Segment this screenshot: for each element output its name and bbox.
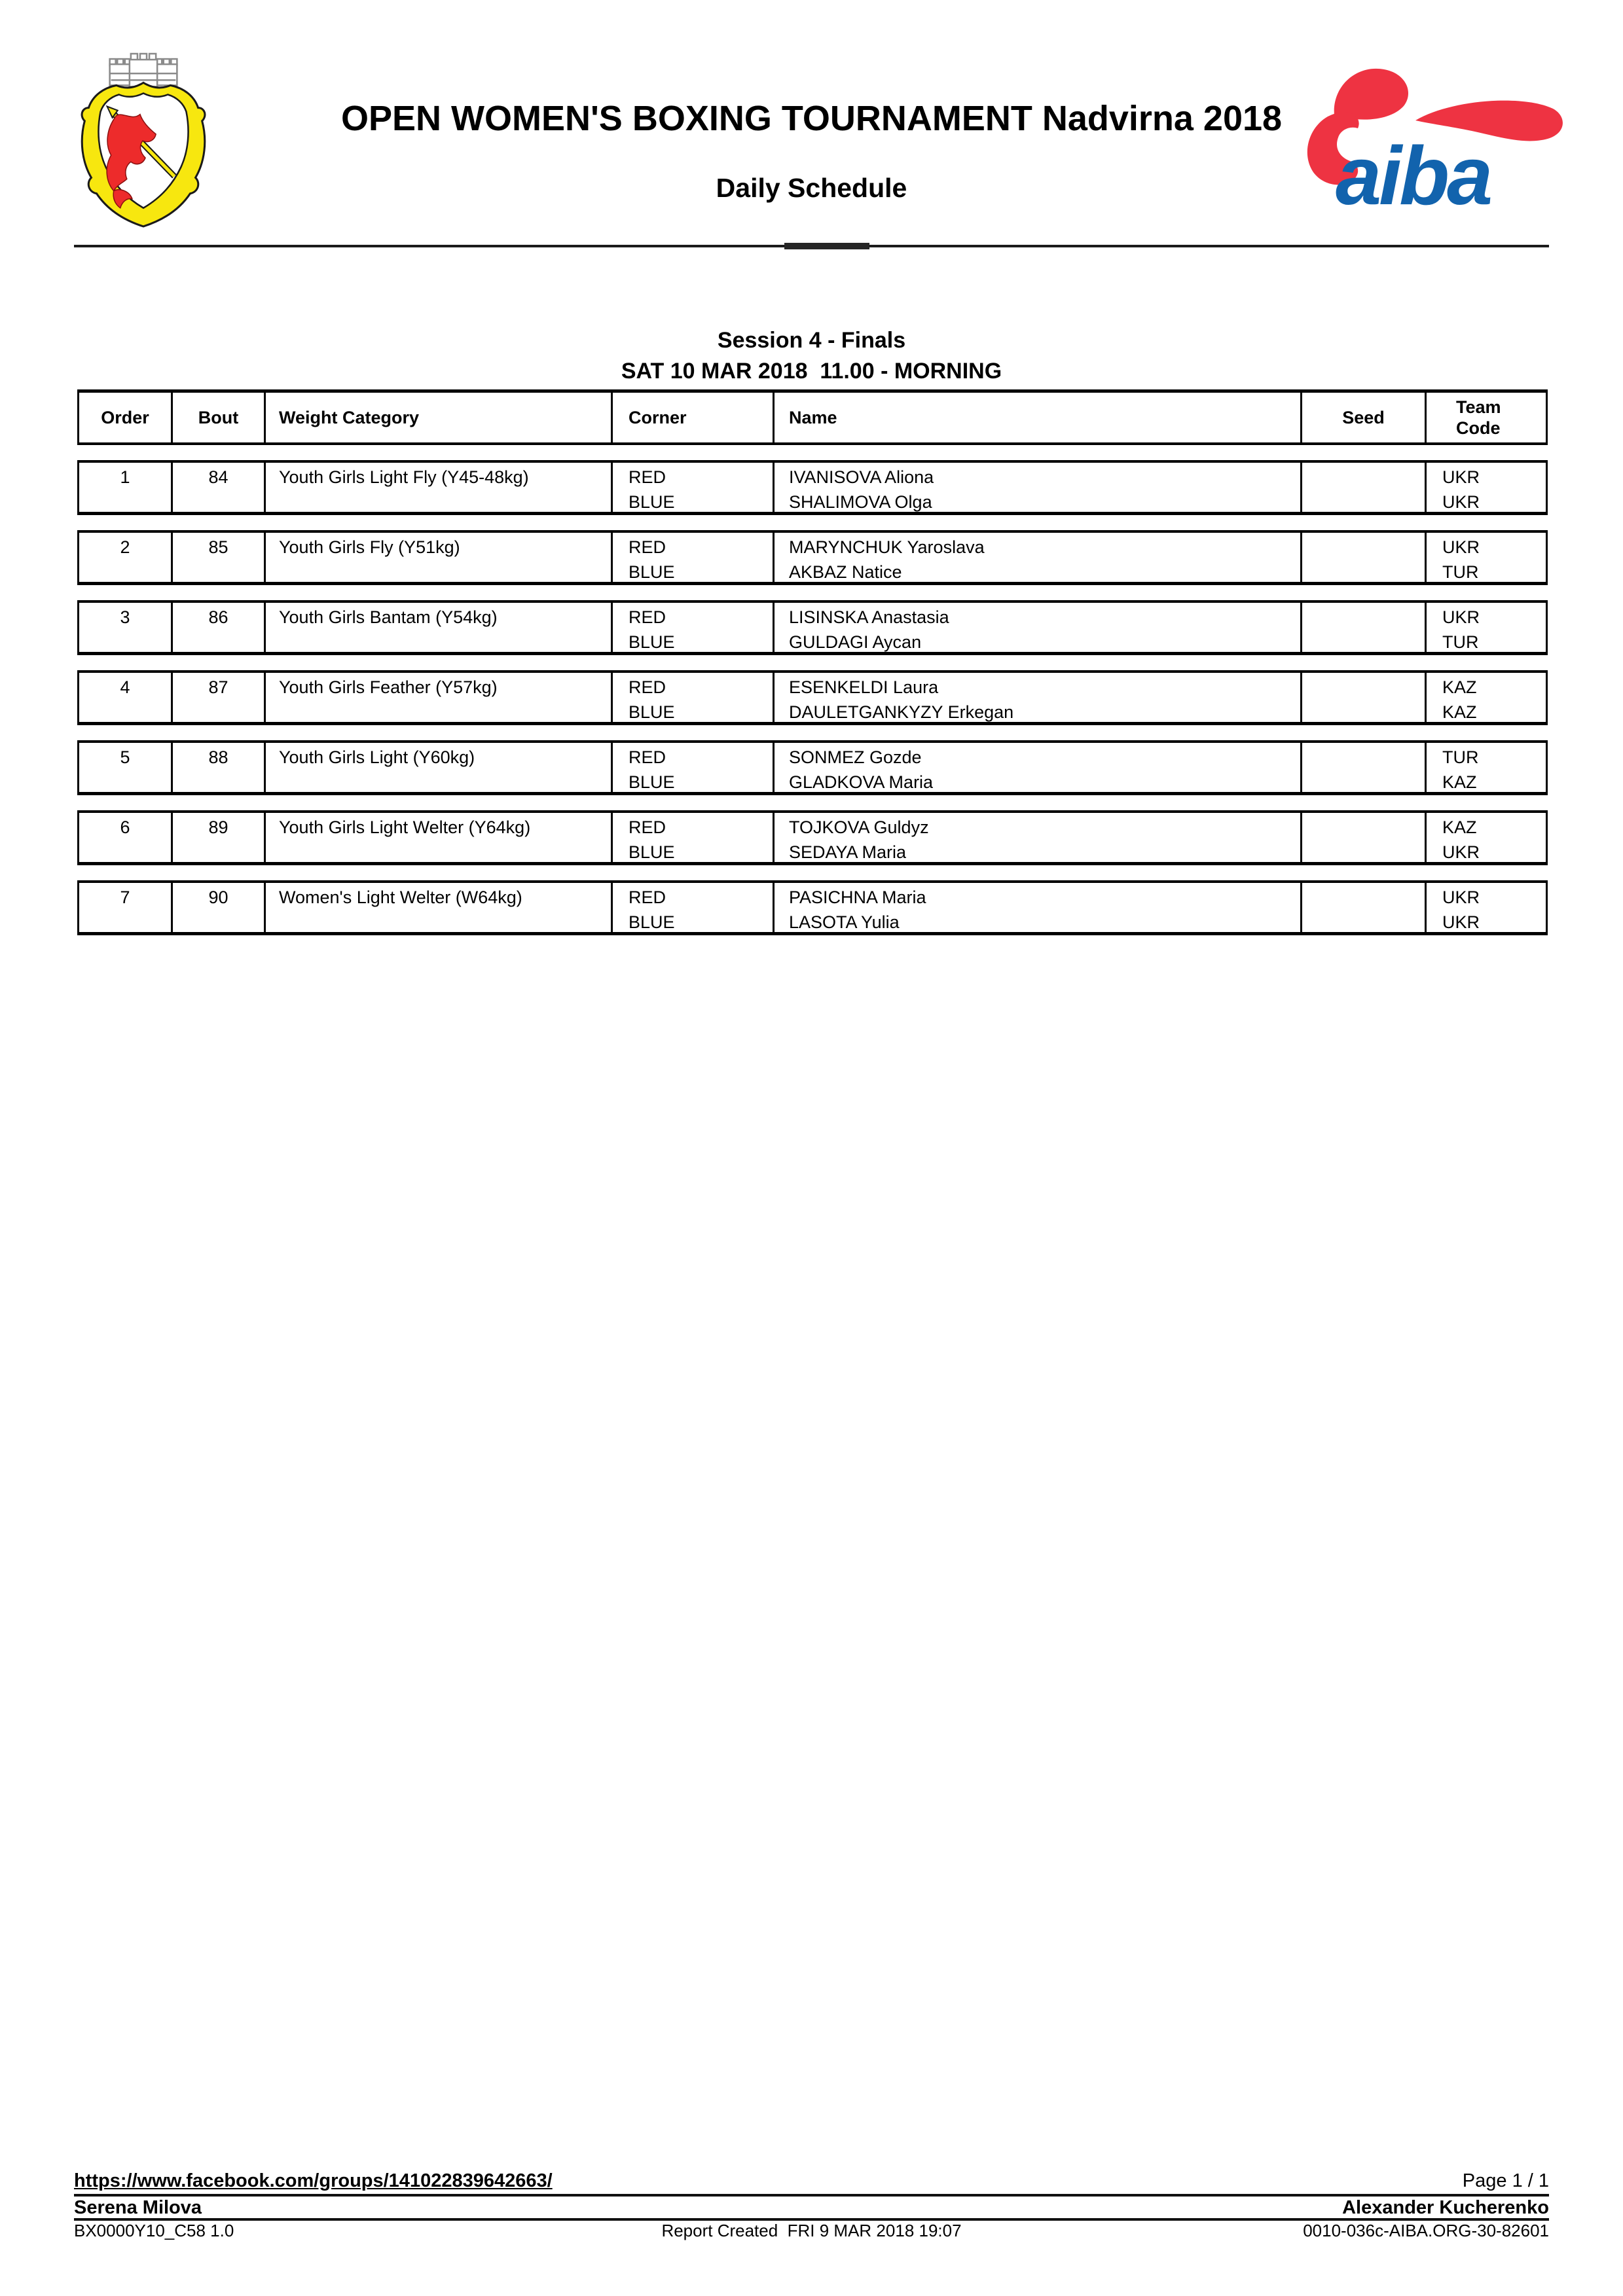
boxer-red-team: UKR [1442, 467, 1480, 487]
boxer-red-name: MARYNCHUK Yaroslava [789, 537, 985, 557]
corner-blue-label: BLUE [629, 632, 675, 652]
bout-number: 90 [173, 883, 266, 932]
bout-number: 84 [173, 463, 266, 512]
corner-red-label: RED [629, 747, 666, 767]
official-name-left: Serena Milova [74, 2197, 202, 2218]
session-datetime: SAT 10 MAR 2018 11.00 - MORNING [621, 359, 1002, 384]
bout-corners [613, 883, 775, 932]
corner-blue-label: BLUE [629, 842, 675, 862]
bout-row-6 [77, 810, 1548, 865]
bout-seed [1302, 743, 1427, 792]
bout-names [775, 673, 1302, 722]
bout-order: 7 [79, 883, 173, 932]
boxer-blue-name: AKBAZ Natice [789, 562, 902, 582]
bout-weight-category: Youth Girls Fly (Y51kg) [266, 533, 613, 582]
bout-seed [1302, 813, 1427, 862]
boxer-blue-name: LASOTA Yulia [789, 912, 900, 932]
corner-red-label: RED [629, 888, 666, 907]
boxer-red-name: IVANISOVA Aliona [789, 467, 934, 487]
boxer-blue-team: UKR [1442, 912, 1480, 932]
facebook-group-link[interactable]: https://www.facebook.com/groups/141022839642663/ [74, 2170, 553, 2191]
boxer-blue-team: TUR [1442, 562, 1479, 582]
boxer-red-name: PASICHNA Maria [789, 888, 926, 907]
bout-weight-category: Youth Girls Bantam (Y54kg) [266, 603, 613, 652]
page-number: Page 1 / 1 [1462, 2170, 1549, 2191]
bout-corners [613, 813, 775, 862]
boxer-blue-team: KAZ [1442, 702, 1477, 722]
bout-weight-category: Youth Girls Light Fly (Y45-48kg) [266, 463, 613, 512]
bout-names [775, 533, 1302, 582]
footer-divider-top [74, 2194, 1549, 2197]
bout-weight-category: Women's Light Welter (W64kg) [266, 883, 613, 932]
boxer-red-name: SONMEZ Gozde [789, 747, 922, 767]
page-subtitle: Daily Schedule [716, 173, 907, 203]
bout-names [775, 813, 1302, 862]
bout-names [775, 603, 1302, 652]
boxer-red-team: KAZ [1442, 817, 1477, 837]
bout-team-codes [1427, 603, 1546, 652]
boxer-blue-name: DAULETGANKYZY Erkegan [789, 702, 1014, 722]
bout-team-codes [1427, 673, 1546, 722]
bout-number: 87 [173, 673, 266, 722]
boxer-red-team: UKR [1442, 607, 1480, 627]
aiba-wordmark: aiba [1336, 130, 1491, 222]
boxer-red-name: LISINSKA Anastasia [789, 607, 949, 627]
corner-blue-label: BLUE [629, 912, 675, 932]
page-title: OPEN WOMEN'S BOXING TOURNAMENT Nadvirna 2018 [340, 99, 1283, 138]
boxer-blue-name: SHALIMOVA Olga [789, 492, 932, 512]
col-header-corner: Corner [613, 393, 775, 442]
table-header-row [77, 389, 1548, 445]
bout-corners [613, 463, 775, 512]
bout-weight-category: Youth Girls Light Welter (Y64kg) [266, 813, 613, 862]
bout-order: 4 [79, 673, 173, 722]
bout-team-codes [1427, 883, 1546, 932]
bout-team-codes [1427, 463, 1546, 512]
bout-seed [1302, 463, 1427, 512]
boxer-red-team: TUR [1442, 747, 1479, 767]
footer-officials-row [74, 2197, 1549, 2219]
header-divider-center-mark [784, 243, 869, 249]
col-header-team-code: Team Code [1456, 397, 1501, 438]
boxer-blue-name: SEDAYA Maria [789, 842, 907, 862]
session-title: Session 4 - Finals [717, 328, 906, 353]
col-header-weight-category: Weight Category [266, 393, 613, 442]
boxer-blue-team: TUR [1442, 632, 1479, 652]
corner-red-label: RED [629, 677, 666, 697]
corner-blue-label: BLUE [629, 492, 675, 512]
bout-weight-category: Youth Girls Feather (Y57kg) [266, 673, 613, 722]
bout-row-2 [77, 530, 1548, 585]
report-created-timestamp: Report Created FRI 9 MAR 2018 19:07 [661, 2221, 962, 2240]
bout-number: 88 [173, 743, 266, 792]
bout-order: 6 [79, 813, 173, 862]
document-code: BX0000Y10_C58 1.0 [74, 2221, 234, 2240]
official-name-right: Alexander Kucherenko [1342, 2197, 1549, 2218]
corner-red-label: RED [629, 607, 666, 627]
corner-blue-label: BLUE [629, 772, 675, 792]
bout-number: 85 [173, 533, 266, 582]
boxer-red-team: UKR [1442, 537, 1480, 557]
boxer-red-name: ESENKELDI Laura [789, 677, 939, 697]
bout-row-7 [77, 880, 1548, 935]
bout-seed [1302, 673, 1427, 722]
bout-seed [1302, 883, 1427, 932]
bout-order: 2 [79, 533, 173, 582]
bout-number: 86 [173, 603, 266, 652]
bout-corners [613, 533, 775, 582]
bout-order: 3 [79, 603, 173, 652]
bout-names [775, 883, 1302, 932]
schedule-table [77, 389, 1548, 935]
corner-red-label: RED [629, 537, 666, 557]
footer-meta-row [74, 2221, 1549, 2241]
bout-corners [613, 673, 775, 722]
boxer-blue-name: GLADKOVA Maria [789, 772, 934, 792]
bout-row-5 [77, 740, 1548, 795]
boxer-blue-team: UKR [1442, 492, 1480, 512]
bout-names [775, 743, 1302, 792]
bout-team-codes [1427, 743, 1546, 792]
boxer-red-team: KAZ [1442, 677, 1477, 697]
bout-row-4 [77, 670, 1548, 725]
bout-team-codes [1427, 813, 1546, 862]
bout-corners [613, 603, 775, 652]
corner-blue-label: BLUE [629, 562, 675, 582]
bout-row-1 [77, 460, 1548, 515]
col-header-bout: Bout [173, 393, 266, 442]
bout-order: 1 [79, 463, 173, 512]
bout-order: 5 [79, 743, 173, 792]
footer-link-row [74, 2170, 1549, 2192]
bout-row-3 [77, 600, 1548, 655]
bout-weight-category: Youth Girls Light (Y60kg) [266, 743, 613, 792]
col-header-order: Order [79, 393, 173, 442]
corner-red-label: RED [629, 467, 666, 487]
reference-code: 0010-036c-AIBA.ORG-30-82601 [1303, 2221, 1549, 2240]
corner-red-label: RED [629, 817, 666, 837]
col-header-name: Name [775, 393, 1302, 442]
boxer-blue-team: UKR [1442, 842, 1480, 862]
boxer-red-team: UKR [1442, 888, 1480, 907]
bout-names [775, 463, 1302, 512]
corner-blue-label: BLUE [629, 702, 675, 722]
bout-seed [1302, 533, 1427, 582]
boxer-blue-name: GULDAGI Aycan [789, 632, 922, 652]
boxer-red-name: TOJKOVA Guldyz [789, 817, 929, 837]
col-header-seed: Seed [1302, 393, 1427, 442]
boxer-blue-team: KAZ [1442, 772, 1477, 792]
bout-team-codes [1427, 533, 1546, 582]
bout-seed [1302, 603, 1427, 652]
bout-number: 89 [173, 813, 266, 862]
bout-corners [613, 743, 775, 792]
